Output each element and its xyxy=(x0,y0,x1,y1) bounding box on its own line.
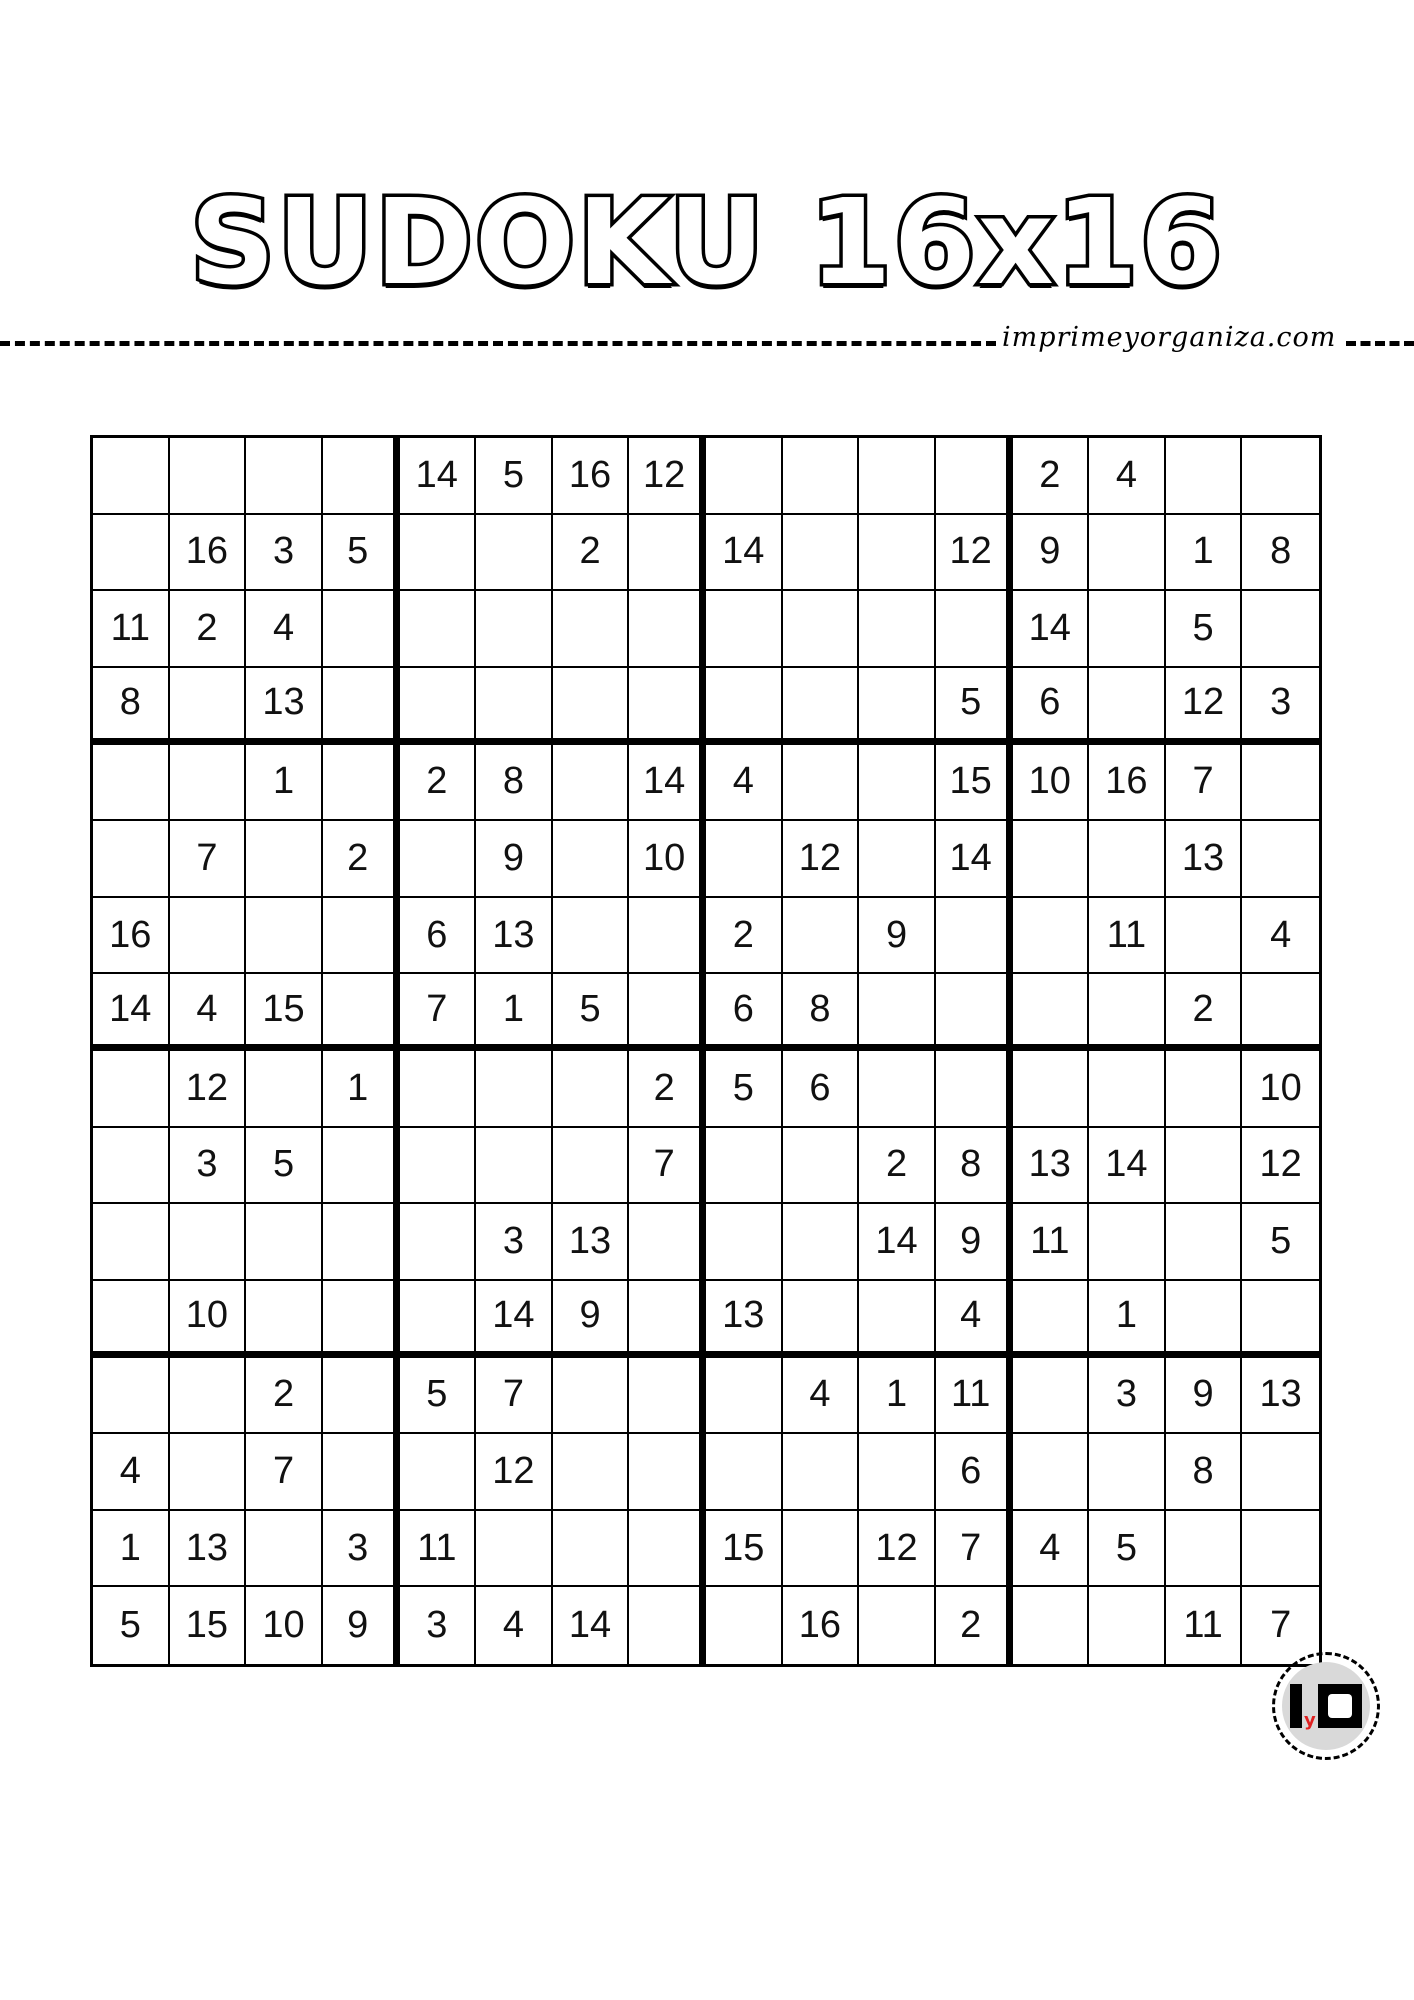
sudoku-cell-given: 5 xyxy=(400,1358,477,1435)
sudoku-cell-empty[interactable] xyxy=(783,898,860,975)
sudoku-cell-empty[interactable] xyxy=(629,591,706,668)
sudoku-cell-empty[interactable] xyxy=(859,438,936,515)
sudoku-cell-empty[interactable] xyxy=(476,591,553,668)
sudoku-cell-given: 13 xyxy=(553,1204,630,1281)
sudoku-cell-given: 7 xyxy=(476,1358,553,1435)
sudoku-cell-empty[interactable] xyxy=(93,1204,170,1281)
sudoku-cell-given: 14 xyxy=(859,1204,936,1281)
sudoku-cell-given: 7 xyxy=(1166,745,1243,822)
sudoku-cell-empty[interactable] xyxy=(323,591,400,668)
sudoku-cell-empty[interactable] xyxy=(1089,515,1166,592)
sudoku-cell-empty[interactable] xyxy=(859,745,936,822)
sudoku-cell-given: 14 xyxy=(936,821,1013,898)
sudoku-cell-empty[interactable] xyxy=(400,1204,477,1281)
sudoku-cell-empty[interactable] xyxy=(170,438,247,515)
sudoku-cell-given: 14 xyxy=(476,1281,553,1358)
sudoku-cell-given: 8 xyxy=(936,1128,1013,1205)
sudoku-cell-empty[interactable] xyxy=(93,1281,170,1358)
sudoku-cell-empty[interactable] xyxy=(1089,668,1166,745)
sudoku-cell-empty[interactable] xyxy=(400,515,477,592)
sudoku-cell-empty[interactable] xyxy=(1166,1128,1243,1205)
sudoku-cell-given: 4 xyxy=(246,591,323,668)
sudoku-cell-given: 9 xyxy=(323,1587,400,1664)
sudoku-cell-given: 10 xyxy=(629,821,706,898)
sudoku-cell-given: 4 xyxy=(1242,898,1319,975)
sudoku-cell-given: 7 xyxy=(629,1128,706,1205)
sudoku-cell-empty[interactable] xyxy=(246,821,323,898)
sudoku-cell-given: 1 xyxy=(1089,1281,1166,1358)
sudoku-cell-given: 12 xyxy=(476,1434,553,1511)
sudoku-cell-empty[interactable] xyxy=(1166,1511,1243,1588)
sudoku-cell-empty[interactable] xyxy=(859,591,936,668)
sudoku-cell-given: 5 xyxy=(706,1051,783,1128)
sudoku-cell-given: 16 xyxy=(170,515,247,592)
sudoku-cell-given: 12 xyxy=(783,821,860,898)
sudoku-cell-given: 2 xyxy=(400,745,477,822)
sudoku-cell-given: 1 xyxy=(859,1358,936,1435)
sudoku-cell-given: 16 xyxy=(553,438,630,515)
sudoku-cell-empty[interactable] xyxy=(400,591,477,668)
sudoku-cell-given: 13 xyxy=(1166,821,1243,898)
sudoku-cell-empty[interactable] xyxy=(859,1587,936,1664)
sudoku-cell-empty[interactable] xyxy=(1089,1204,1166,1281)
sudoku-cell-given: 7 xyxy=(170,821,247,898)
sudoku-cell-empty[interactable] xyxy=(400,1281,477,1358)
sudoku-cell-empty[interactable] xyxy=(629,1281,706,1358)
sudoku-cell-empty[interactable] xyxy=(783,591,860,668)
sudoku-cell-given: 15 xyxy=(170,1587,247,1664)
sudoku-cell-given: 5 xyxy=(246,1128,323,1205)
sudoku-cell-empty[interactable] xyxy=(476,668,553,745)
sudoku-cell-empty[interactable] xyxy=(553,745,630,822)
sudoku-cell-empty[interactable] xyxy=(323,1281,400,1358)
svg-text:y: y xyxy=(1304,1710,1316,1731)
iyo-logo xyxy=(1272,1652,1380,1760)
sudoku-cell-empty[interactable] xyxy=(783,515,860,592)
sudoku-cell-given: 13 xyxy=(1013,1128,1090,1205)
sudoku-cell-empty[interactable] xyxy=(783,1204,860,1281)
sudoku-cell-empty[interactable] xyxy=(1089,1587,1166,1664)
sudoku-cell-empty[interactable] xyxy=(553,1358,630,1435)
sudoku-cell-empty[interactable] xyxy=(323,745,400,822)
sudoku-cell-empty[interactable] xyxy=(783,745,860,822)
sudoku-cell-empty[interactable] xyxy=(246,1051,323,1128)
sudoku-cell-given: 15 xyxy=(936,745,1013,822)
sudoku-cell-empty[interactable] xyxy=(323,1128,400,1205)
sudoku-cell-given: 11 xyxy=(1013,1204,1090,1281)
sudoku-cell-empty[interactable] xyxy=(706,1128,783,1205)
sudoku-cell-given: 4 xyxy=(706,745,783,822)
sudoku-cell-given: 10 xyxy=(170,1281,247,1358)
sudoku-cell-empty[interactable] xyxy=(629,974,706,1051)
sudoku-cell-empty[interactable] xyxy=(246,1204,323,1281)
sudoku-cell-given: 2 xyxy=(629,1051,706,1128)
sudoku-cell-empty[interactable] xyxy=(1089,974,1166,1051)
sudoku-cell-empty[interactable] xyxy=(1013,1587,1090,1664)
sudoku-cell-empty[interactable] xyxy=(553,898,630,975)
website-label: imprimeyorganiza.com xyxy=(1002,322,1337,353)
sudoku-cell-empty[interactable] xyxy=(783,1434,860,1511)
sudoku-cell-empty[interactable] xyxy=(400,1051,477,1128)
sudoku-cell-empty[interactable] xyxy=(93,821,170,898)
sudoku-cell-empty[interactable] xyxy=(1166,1281,1243,1358)
sudoku-cell-empty[interactable] xyxy=(1242,745,1319,822)
sudoku-cell-empty[interactable] xyxy=(93,438,170,515)
sudoku-cell-empty[interactable] xyxy=(936,1051,1013,1128)
sudoku-cell-empty[interactable] xyxy=(400,821,477,898)
sudoku-cell-given: 8 xyxy=(93,668,170,745)
sudoku-cell-empty[interactable] xyxy=(323,668,400,745)
sudoku-cell-empty[interactable] xyxy=(246,1511,323,1588)
sudoku-cell-given: 2 xyxy=(859,1128,936,1205)
sudoku-cell-given: 14 xyxy=(1013,591,1090,668)
sudoku-cell-empty[interactable] xyxy=(859,515,936,592)
sudoku-cell-empty[interactable] xyxy=(1089,1051,1166,1128)
sudoku-cell-given: 2 xyxy=(1166,974,1243,1051)
sudoku-cell-empty[interactable] xyxy=(1242,1434,1319,1511)
sudoku-cell-given: 5 xyxy=(476,438,553,515)
sudoku-cell-empty[interactable] xyxy=(323,438,400,515)
sudoku-cell-empty[interactable] xyxy=(783,438,860,515)
sudoku-cell-empty[interactable] xyxy=(783,668,860,745)
sudoku-cell-empty[interactable] xyxy=(553,1051,630,1128)
sudoku-cell-given: 11 xyxy=(400,1511,477,1588)
sudoku-cell-empty[interactable] xyxy=(1013,821,1090,898)
sudoku-cell-given: 4 xyxy=(1013,1511,1090,1588)
sudoku-cell-empty[interactable] xyxy=(859,1051,936,1128)
sudoku-cell-given: 7 xyxy=(1270,1604,1292,1647)
sudoku-cell-given: 13 xyxy=(170,1511,247,1588)
sudoku-cell-empty[interactable] xyxy=(936,974,1013,1051)
sudoku-cell-empty[interactable] xyxy=(170,898,247,975)
sudoku-cell-empty[interactable] xyxy=(323,1204,400,1281)
sudoku-cell-given: 5 xyxy=(936,668,1013,745)
sudoku-cell-empty[interactable] xyxy=(1013,1051,1090,1128)
sudoku-cell-empty[interactable] xyxy=(706,821,783,898)
sudoku-cell-empty[interactable] xyxy=(553,821,630,898)
sudoku-cell-given: 11 xyxy=(1089,898,1166,975)
sudoku-cell-given: 15 xyxy=(246,974,323,1051)
sudoku-cell-given: 14 xyxy=(553,1587,630,1664)
sudoku-cell-empty[interactable] xyxy=(553,1128,630,1205)
sudoku-cell-empty[interactable] xyxy=(246,438,323,515)
sudoku-cell-empty[interactable] xyxy=(1089,591,1166,668)
sudoku-cell-empty[interactable] xyxy=(783,1511,860,1588)
sudoku-cell-given: 5 xyxy=(553,974,630,1051)
sudoku-cell-empty[interactable] xyxy=(170,745,247,822)
sudoku-cell-given: 2 xyxy=(936,1587,1013,1664)
sudoku-cell-empty[interactable] xyxy=(936,438,1013,515)
sudoku-cell-empty[interactable] xyxy=(706,1434,783,1511)
sudoku-cell-empty[interactable] xyxy=(1242,821,1319,898)
sudoku-cell-given: 2 xyxy=(323,821,400,898)
sudoku-cell-empty[interactable] xyxy=(1242,1511,1319,1588)
sudoku-cell-given: 2 xyxy=(553,515,630,592)
sudoku-cell-given: 3 xyxy=(1089,1358,1166,1435)
sudoku-cell-given: 7 xyxy=(936,1511,1013,1588)
sudoku-cell-empty[interactable] xyxy=(859,1434,936,1511)
sudoku-cell-empty[interactable] xyxy=(476,1128,553,1205)
sudoku-cell-given: 13 xyxy=(246,668,323,745)
sudoku-cell-given: 13 xyxy=(706,1281,783,1358)
sudoku-cell-empty[interactable] xyxy=(706,1358,783,1435)
sudoku-cell-given: 5 xyxy=(1089,1511,1166,1588)
sudoku-cell-given: 2 xyxy=(246,1358,323,1435)
sudoku-cell-empty[interactable] xyxy=(323,898,400,975)
sudoku-cell-given: 3 xyxy=(246,515,323,592)
sudoku-cell-given: 7 xyxy=(246,1434,323,1511)
sudoku-cell-empty[interactable] xyxy=(93,1051,170,1128)
sudoku-cell-given: 2 xyxy=(170,591,247,668)
sudoku-cell-given: 8 xyxy=(783,974,860,1051)
sudoku-cell-given: 2 xyxy=(1013,438,1090,515)
sudoku-cell-empty[interactable] xyxy=(1013,1281,1090,1358)
sudoku-cell-empty[interactable] xyxy=(1166,438,1243,515)
sudoku-cell-empty[interactable] xyxy=(553,591,630,668)
sudoku-cell-empty[interactable] xyxy=(93,1128,170,1205)
sudoku-cell-given: 6 xyxy=(783,1051,860,1128)
sudoku-cell-given: 16 xyxy=(93,898,170,975)
sudoku-cell-given: 14 xyxy=(400,438,477,515)
sudoku-cell-given: 4 xyxy=(170,974,247,1051)
sudoku-cell-empty[interactable] xyxy=(629,1511,706,1588)
sudoku-cell-given: 11 xyxy=(936,1358,1013,1435)
sudoku-cell-empty[interactable] xyxy=(93,745,170,822)
sudoku-cell-given: 12 xyxy=(629,438,706,515)
sudoku-cell-given: 12 xyxy=(1166,668,1243,745)
sudoku-cell-empty[interactable] xyxy=(553,1434,630,1511)
sudoku-cell-empty[interactable] xyxy=(783,1281,860,1358)
sudoku-cell-empty[interactable] xyxy=(246,898,323,975)
sudoku-cell-given: 3 xyxy=(476,1204,553,1281)
sudoku-cell-given: 9 xyxy=(1166,1358,1243,1435)
sudoku-cell-empty[interactable] xyxy=(553,668,630,745)
sudoku-cell-empty[interactable] xyxy=(706,438,783,515)
sudoku-cell-empty[interactable] xyxy=(323,974,400,1051)
dashed-divider-left xyxy=(0,341,996,346)
sudoku-cell-empty[interactable] xyxy=(859,821,936,898)
sudoku-cell-given: 9 xyxy=(1013,515,1090,592)
sudoku-cell-given: 13 xyxy=(476,898,553,975)
sudoku-cell-empty[interactable] xyxy=(706,591,783,668)
sudoku-cell-given: 14 xyxy=(1089,1128,1166,1205)
sudoku-cell-empty[interactable] xyxy=(1166,898,1243,975)
sudoku-cell-given: 3 xyxy=(400,1587,477,1664)
sudoku-cell-given: 4 xyxy=(936,1281,1013,1358)
sudoku-cell-given: 2 xyxy=(706,898,783,975)
sudoku-cell-given: 1 xyxy=(476,974,553,1051)
sudoku-cell-given: 10 xyxy=(1013,745,1090,822)
sudoku-cell-empty[interactable] xyxy=(400,1434,477,1511)
sudoku-cell-empty[interactable] xyxy=(859,668,936,745)
sudoku-cell-given: 16 xyxy=(783,1587,860,1664)
sudoku-cell-empty[interactable] xyxy=(553,1511,630,1588)
sudoku-cell-given: 12 xyxy=(936,515,1013,592)
sudoku-cell-given: 10 xyxy=(1242,1051,1319,1128)
sudoku-cell-empty[interactable] xyxy=(93,1358,170,1435)
sudoku-cell-given: 14 xyxy=(706,515,783,592)
sudoku-cell-empty[interactable] xyxy=(1089,1434,1166,1511)
sudoku-cell-given: 8 xyxy=(1166,1434,1243,1511)
sudoku-cell-empty[interactable] xyxy=(1166,1051,1243,1128)
dashed-divider-right xyxy=(1346,341,1414,346)
sudoku-cell-given: 1 xyxy=(93,1511,170,1588)
sudoku-cell-empty[interactable] xyxy=(476,515,553,592)
sudoku-grid xyxy=(90,435,1322,1667)
sudoku-cell-empty[interactable] xyxy=(476,1511,553,1588)
sudoku-cell-empty[interactable] xyxy=(706,1587,783,1664)
sudoku-cell-empty[interactable] xyxy=(323,1358,400,1435)
sudoku-cell-given: 9 xyxy=(476,821,553,898)
sudoku-cell-given: 3 xyxy=(1242,668,1319,745)
sudoku-cell-empty[interactable] xyxy=(400,668,477,745)
sudoku-cell-empty[interactable] xyxy=(170,1358,247,1435)
sudoku-cell-empty[interactable] xyxy=(629,1434,706,1511)
sudoku-cell-empty[interactable] xyxy=(859,1281,936,1358)
sudoku-cell-empty[interactable] xyxy=(1013,898,1090,975)
sudoku-cell-given: 3 xyxy=(170,1128,247,1205)
sudoku-cell-given: 11 xyxy=(93,591,170,668)
sudoku-cell-empty[interactable] xyxy=(1166,1204,1243,1281)
sudoku-cell-empty[interactable] xyxy=(629,515,706,592)
sudoku-cell-given: 13 xyxy=(1242,1358,1319,1435)
sudoku-cell-empty[interactable] xyxy=(170,1204,247,1281)
sudoku-cell-empty[interactable] xyxy=(1013,1434,1090,1511)
sudoku-cell-empty[interactable] xyxy=(629,1358,706,1435)
sudoku-cell-given: 6 xyxy=(706,974,783,1051)
sudoku-cell-empty[interactable] xyxy=(1242,1281,1319,1358)
sudoku-cell-empty[interactable] xyxy=(936,591,1013,668)
sudoku-cell-given: 4 xyxy=(93,1434,170,1511)
logo-mark xyxy=(1286,1678,1366,1734)
sudoku-cell-given: 1 xyxy=(246,745,323,822)
sudoku-cell-given: 8 xyxy=(1242,515,1319,592)
sudoku-cell-given: 1 xyxy=(323,1051,400,1128)
page-title: SUDOKU 16x16 xyxy=(190,173,1224,311)
sudoku-cell-empty[interactable] xyxy=(170,1434,247,1511)
sudoku-cell-empty[interactable] xyxy=(93,515,170,592)
sudoku-cell-given: 5 xyxy=(323,515,400,592)
sudoku-cell-empty[interactable] xyxy=(1013,974,1090,1051)
sudoku-cell-empty[interactable] xyxy=(1089,821,1166,898)
sudoku-cell-given: 10 xyxy=(246,1587,323,1664)
sudoku-cell-given: 6 xyxy=(1013,668,1090,745)
sudoku-cell-given: 11 xyxy=(1166,1587,1243,1664)
sudoku-cell-given: 12 xyxy=(1242,1128,1319,1205)
sudoku-cell-empty[interactable] xyxy=(170,668,247,745)
sudoku-cell-given: 4 xyxy=(476,1587,553,1664)
sudoku-cell-empty[interactable] xyxy=(706,1204,783,1281)
sudoku-cell-given: 5 xyxy=(1166,591,1243,668)
sudoku-cell-given: 4 xyxy=(783,1358,860,1435)
sudoku-cell-given: 12 xyxy=(170,1051,247,1128)
sudoku-cell-empty[interactable] xyxy=(859,974,936,1051)
sudoku-cell-given: 15 xyxy=(706,1511,783,1588)
sudoku-cell-empty[interactable] xyxy=(783,1128,860,1205)
sudoku-cell-empty[interactable] xyxy=(1242,591,1319,668)
sudoku-cell-empty[interactable] xyxy=(1242,438,1319,515)
sudoku-cell-empty[interactable] xyxy=(629,1587,706,1664)
sudoku-cell-given: 14 xyxy=(93,974,170,1051)
sudoku-cell-empty[interactable] xyxy=(323,1434,400,1511)
sudoku-cell-empty[interactable] xyxy=(629,898,706,975)
sudoku-cell-empty[interactable] xyxy=(1242,974,1319,1051)
sudoku-cell-given: 14 xyxy=(629,745,706,822)
sudoku-cell-given: 3 xyxy=(323,1511,400,1588)
sudoku-cell-given: 16 xyxy=(1089,745,1166,822)
sudoku-cell-empty[interactable] xyxy=(246,1281,323,1358)
sudoku-cell-given: 12 xyxy=(859,1511,936,1588)
logo-badge xyxy=(1282,1662,1370,1750)
sudoku-cell-empty[interactable] xyxy=(936,898,1013,975)
sudoku-cell-empty[interactable] xyxy=(476,1051,553,1128)
sudoku-cell-empty[interactable] xyxy=(400,1128,477,1205)
sudoku-cell-empty[interactable] xyxy=(629,1204,706,1281)
sudoku-cell-empty[interactable] xyxy=(706,668,783,745)
sudoku-cell-given: 4 xyxy=(1089,438,1166,515)
sudoku-cell-given: 5 xyxy=(93,1587,170,1664)
sudoku-cell-given: 1 xyxy=(1166,515,1243,592)
sudoku-cell-given: 6 xyxy=(936,1434,1013,1511)
sudoku-cell-given: 9 xyxy=(553,1281,630,1358)
sudoku-cell-given: 6 xyxy=(400,898,477,975)
sudoku-cell-given: 8 xyxy=(476,745,553,822)
sudoku-cell-empty[interactable] xyxy=(629,668,706,745)
sudoku-cell-empty[interactable] xyxy=(1013,1358,1090,1435)
sudoku-cell-given: 7 xyxy=(400,974,477,1051)
sudoku-cell-given: 9 xyxy=(936,1204,1013,1281)
sudoku-cell-given: 9 xyxy=(859,898,936,975)
sudoku-cell-given: 5 xyxy=(1242,1204,1319,1281)
